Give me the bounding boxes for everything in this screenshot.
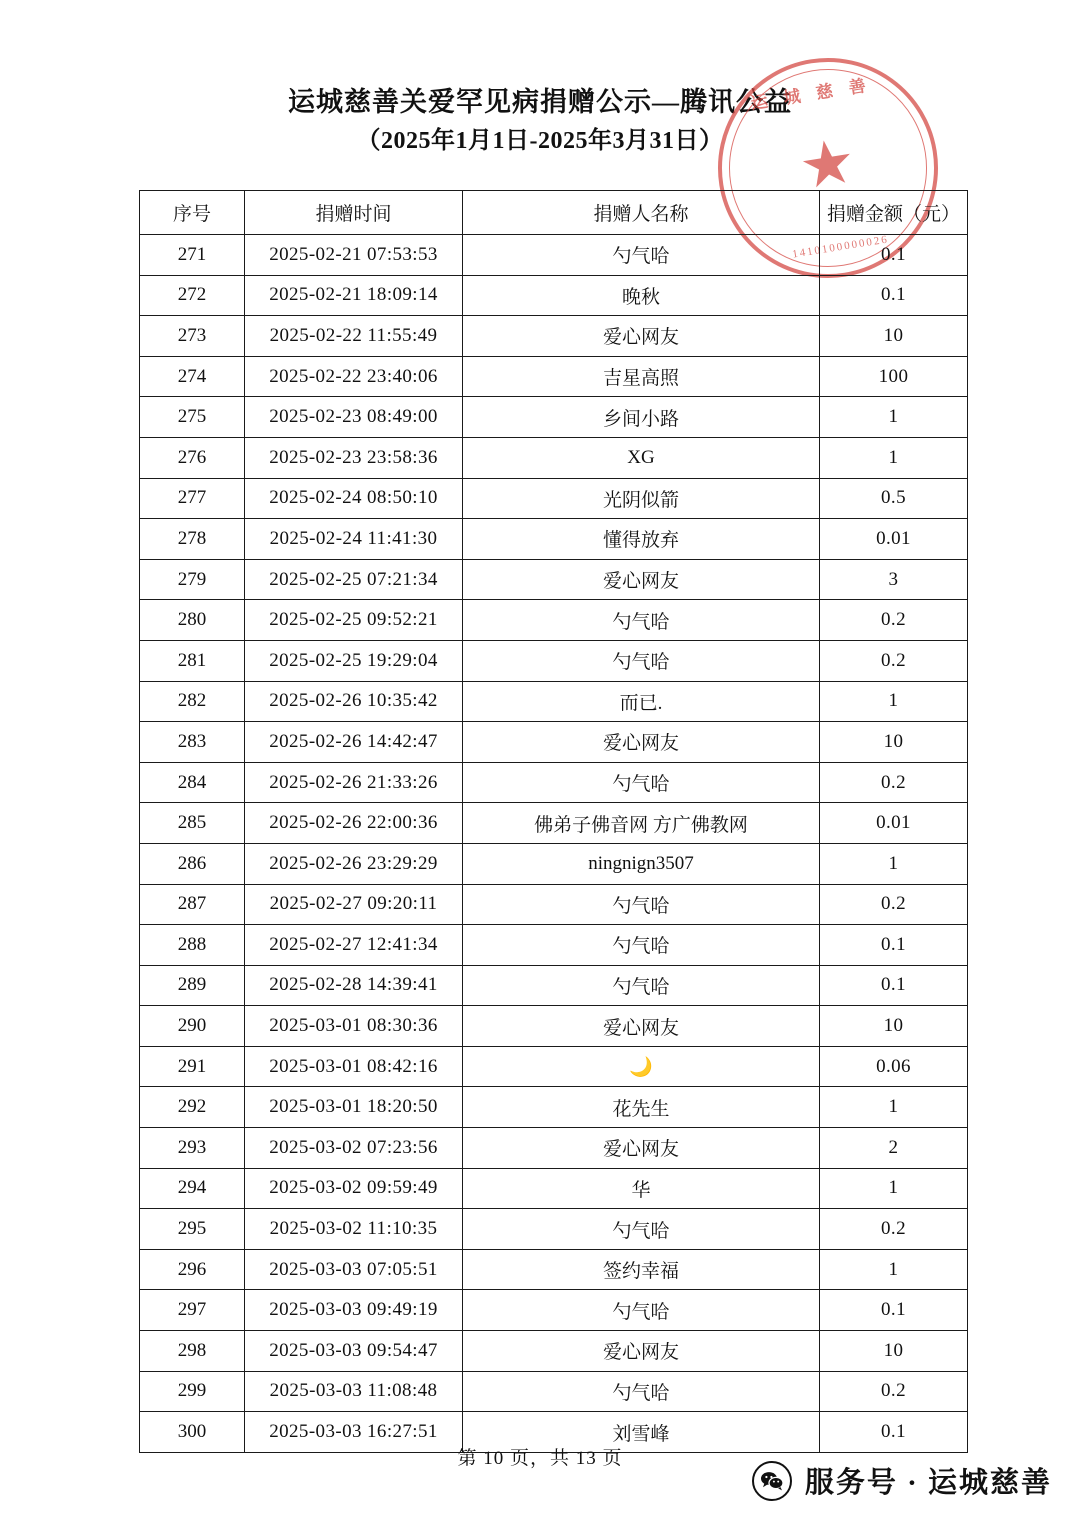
- cell-amount: 0.1: [820, 1412, 968, 1453]
- cell-donor-name: 乡间小路: [463, 397, 820, 438]
- cell-time: 2025-03-03 09:49:19: [245, 1290, 463, 1331]
- table-header-row: [140, 191, 968, 235]
- cell-amount: 0.06: [820, 1046, 968, 1087]
- cell-index: 280: [140, 600, 245, 641]
- cell-time: 2025-03-02 11:10:35: [245, 1209, 463, 1250]
- cell-time: 2025-02-23 23:58:36: [245, 437, 463, 478]
- cell-amount: 1: [820, 681, 968, 722]
- table-row: [140, 1128, 968, 1169]
- cell-donor-name: 光阴似箭: [463, 478, 820, 519]
- cell-time: 2025-02-21 07:53:53: [245, 235, 463, 276]
- cell-index: 277: [140, 478, 245, 519]
- cell-donor-name: 🌙: [463, 1046, 820, 1087]
- column-header-time: 捐赠时间: [245, 191, 463, 235]
- cell-amount: 0.1: [820, 1290, 968, 1331]
- cell-donor-name: 爱心网友: [463, 722, 820, 763]
- cell-donor-name: 晚秋: [463, 275, 820, 316]
- table-row: [140, 1249, 968, 1290]
- table-row: [140, 803, 968, 844]
- cell-time: 2025-02-23 08:49:00: [245, 397, 463, 438]
- cell-amount: 1: [820, 1168, 968, 1209]
- table-row: [140, 478, 968, 519]
- cell-donor-name: 勺气哈: [463, 640, 820, 681]
- column-header-amount: 捐赠金额（元）: [820, 191, 968, 235]
- cell-donor-name: 花先生: [463, 1087, 820, 1128]
- cell-donor-name: 勺气哈: [463, 925, 820, 966]
- cell-time: 2025-02-28 14:39:41: [245, 965, 463, 1006]
- cell-time: 2025-02-24 08:50:10: [245, 478, 463, 519]
- table-row: [140, 722, 968, 763]
- cell-index: 287: [140, 884, 245, 925]
- page-subtitle: （2025年1月1日-2025年3月31日）: [356, 128, 724, 155]
- table-row: [140, 925, 968, 966]
- cell-time: 2025-02-27 09:20:11: [245, 884, 463, 925]
- cell-index: 276: [140, 437, 245, 478]
- cell-time: 2025-02-26 23:29:29: [245, 843, 463, 884]
- cell-time: 2025-02-22 23:40:06: [245, 356, 463, 397]
- cell-index: 291: [140, 1046, 245, 1087]
- table-row: [140, 316, 968, 357]
- cell-donor-name: 勺气哈: [463, 600, 820, 641]
- cell-index: 290: [140, 1006, 245, 1047]
- table-row: [140, 762, 968, 803]
- table-row: [140, 600, 968, 641]
- cell-index: 294: [140, 1168, 245, 1209]
- cell-index: 292: [140, 1087, 245, 1128]
- table-row: [140, 843, 968, 884]
- cell-index: 296: [140, 1249, 245, 1290]
- cell-donor-name: 佛弟子佛音网 方广佛教网: [463, 803, 820, 844]
- table-row: [140, 559, 968, 600]
- cell-amount: 10: [820, 316, 968, 357]
- cell-amount: 1: [820, 397, 968, 438]
- cell-time: 2025-02-21 18:09:14: [245, 275, 463, 316]
- cell-time: 2025-03-01 18:20:50: [245, 1087, 463, 1128]
- donations-table-container: [139, 190, 967, 1453]
- cell-amount: 2: [820, 1128, 968, 1169]
- table-row: [140, 640, 968, 681]
- cell-amount: 0.2: [820, 1209, 968, 1250]
- table-row: [140, 1168, 968, 1209]
- cell-index: 275: [140, 397, 245, 438]
- table-row: [140, 356, 968, 397]
- cell-amount: 0.2: [820, 640, 968, 681]
- cell-index: 298: [140, 1331, 245, 1372]
- cell-amount: 100: [820, 356, 968, 397]
- cell-donor-name: 爱心网友: [463, 1331, 820, 1372]
- table-row: [140, 1290, 968, 1331]
- cell-amount: 0.5: [820, 478, 968, 519]
- page-number-footer: 第 10 页，共 13 页: [457, 1448, 623, 1469]
- cell-index: 273: [140, 316, 245, 357]
- cell-donor-name: 勺气哈: [463, 884, 820, 925]
- cell-index: 293: [140, 1128, 245, 1169]
- table-row: [140, 275, 968, 316]
- cell-donor-name: 勺气哈: [463, 762, 820, 803]
- table-header: [140, 191, 968, 235]
- table-row: [140, 1046, 968, 1087]
- cell-time: 2025-02-25 07:21:34: [245, 559, 463, 600]
- cell-index: 285: [140, 803, 245, 844]
- cell-index: 283: [140, 722, 245, 763]
- cell-amount: 10: [820, 1331, 968, 1372]
- cell-index: 289: [140, 965, 245, 1006]
- cell-index: 282: [140, 681, 245, 722]
- cell-index: 271: [140, 235, 245, 276]
- cell-donor-name: ningnign3507: [463, 843, 820, 884]
- table-row: [140, 1331, 968, 1372]
- cell-donor-name: 刘雪峰: [463, 1412, 820, 1453]
- cell-amount: 1: [820, 843, 968, 884]
- cell-time: 2025-03-03 11:08:48: [245, 1371, 463, 1412]
- cell-time: 2025-02-26 10:35:42: [245, 681, 463, 722]
- cell-time: 2025-02-27 12:41:34: [245, 925, 463, 966]
- table-row: [140, 1371, 968, 1412]
- wechat-icon: [752, 1461, 792, 1501]
- cell-amount: 0.2: [820, 762, 968, 803]
- cell-time: 2025-03-02 09:59:49: [245, 1168, 463, 1209]
- cell-donor-name: 勺气哈: [463, 1209, 820, 1250]
- seal-top-text: 运城慈善: [749, 73, 883, 114]
- cell-donor-name: 签约幸福: [463, 1249, 820, 1290]
- cell-donor-name: 爱心网友: [463, 1006, 820, 1047]
- table-row: [140, 397, 968, 438]
- brand-label: 服务号 · 运城慈善: [804, 1467, 1052, 1499]
- table-row: [140, 437, 968, 478]
- cell-time: 2025-02-26 14:42:47: [245, 722, 463, 763]
- cell-time: 2025-02-26 21:33:26: [245, 762, 463, 803]
- table-row: [140, 1087, 968, 1128]
- column-header-index: 序号: [140, 191, 245, 235]
- cell-amount: 0.1: [820, 925, 968, 966]
- cell-index: 300: [140, 1412, 245, 1453]
- donations-table: [139, 190, 968, 1453]
- cell-donor-name: 勺气哈: [463, 965, 820, 1006]
- cell-donor-name: 爱心网友: [463, 316, 820, 357]
- cell-amount: 1: [820, 1087, 968, 1128]
- wechat-brand: [752, 1460, 1052, 1501]
- cell-amount: 0.2: [820, 600, 968, 641]
- table-row: [140, 519, 968, 560]
- table-row: [140, 1209, 968, 1250]
- cell-amount: 0.2: [820, 884, 968, 925]
- cell-amount: 1: [820, 437, 968, 478]
- cell-index: 274: [140, 356, 245, 397]
- cell-amount: 10: [820, 1006, 968, 1047]
- cell-donor-name: 吉星高照: [463, 356, 820, 397]
- column-header-donor: 捐赠人名称: [463, 191, 820, 235]
- cell-donor-name: 懂得放弃: [463, 519, 820, 560]
- cell-amount: 0.1: [820, 965, 968, 1006]
- cell-time: 2025-02-25 09:52:21: [245, 600, 463, 641]
- table-body: [140, 235, 968, 1453]
- cell-index: 272: [140, 275, 245, 316]
- table-row: [140, 235, 968, 276]
- page-title: 运城慈善关爱罕见病捐赠公示—腾讯公益: [288, 87, 792, 117]
- cell-index: 297: [140, 1290, 245, 1331]
- title-block: [0, 0, 1080, 159]
- cell-time: 2025-02-26 22:00:36: [245, 803, 463, 844]
- cell-amount: 3: [820, 559, 968, 600]
- cell-index: 295: [140, 1209, 245, 1250]
- star-icon: ★: [794, 127, 861, 203]
- table-row: [140, 965, 968, 1006]
- cell-amount: 0.1: [820, 235, 968, 276]
- cell-donor-name: 华: [463, 1168, 820, 1209]
- cell-amount: 1: [820, 1249, 968, 1290]
- cell-time: 2025-02-25 19:29:04: [245, 640, 463, 681]
- cell-donor-name: 勺气哈: [463, 235, 820, 276]
- cell-donor-name: 勺气哈: [463, 1371, 820, 1412]
- cell-index: 281: [140, 640, 245, 681]
- cell-donor-name: 勺气哈: [463, 1290, 820, 1331]
- cell-time: 2025-02-24 11:41:30: [245, 519, 463, 560]
- cell-index: 288: [140, 925, 245, 966]
- cell-index: 279: [140, 559, 245, 600]
- cell-donor-name: 而已.: [463, 681, 820, 722]
- table-row: [140, 884, 968, 925]
- cell-time: 2025-03-01 08:30:36: [245, 1006, 463, 1047]
- cell-donor-name: XG: [463, 437, 820, 478]
- cell-index: 284: [140, 762, 245, 803]
- cell-index: 278: [140, 519, 245, 560]
- cell-amount: 0.2: [820, 1371, 968, 1412]
- cell-time: 2025-03-01 08:42:16: [245, 1046, 463, 1087]
- cell-index: 299: [140, 1371, 245, 1412]
- cell-amount: 10: [820, 722, 968, 763]
- cell-time: 2025-03-03 09:54:47: [245, 1331, 463, 1372]
- table-row: [140, 1006, 968, 1047]
- cell-amount: 0.01: [820, 803, 968, 844]
- cell-time: 2025-03-02 07:23:56: [245, 1128, 463, 1169]
- cell-time: 2025-03-03 16:27:51: [245, 1412, 463, 1453]
- cell-donor-name: 爱心网友: [463, 559, 820, 600]
- seal-code-text: 1410100000026: [791, 233, 890, 261]
- cell-amount: 0.01: [820, 519, 968, 560]
- cell-time: 2025-02-22 11:55:49: [245, 316, 463, 357]
- cell-donor-name: 爱心网友: [463, 1128, 820, 1169]
- cell-index: 286: [140, 843, 245, 884]
- table-row: [140, 681, 968, 722]
- cell-time: 2025-03-03 07:05:51: [245, 1249, 463, 1290]
- cell-amount: 0.1: [820, 275, 968, 316]
